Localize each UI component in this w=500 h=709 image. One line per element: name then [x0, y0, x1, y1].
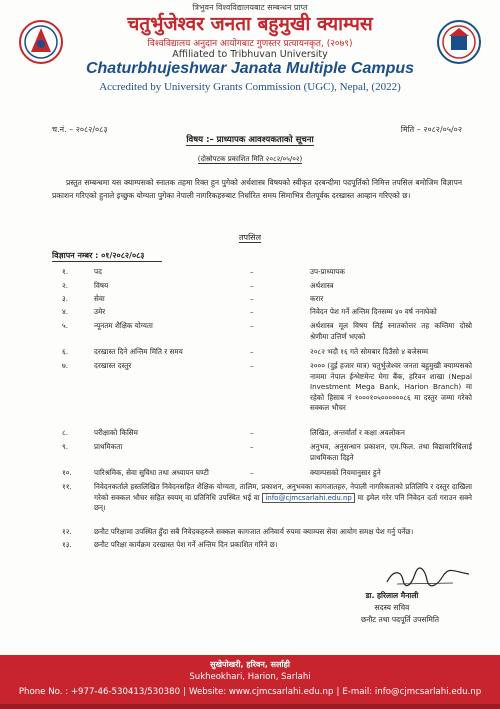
instruction-text-block: [94, 482, 472, 514]
detail-dash: –: [250, 307, 254, 316]
detail-label: उमेर: [94, 307, 106, 316]
accreditation-line-np: विश्वविद्यालय अनुदान आयोगबाट गुणस्तर प्रत्यायनकृत, (२०७९): [147, 39, 353, 49]
detail-value: क्याम्पसको नियमानुसार हुने: [310, 468, 381, 477]
footer-email[interactable]: E-mail: info@cjmcsarlahi.edu.np: [342, 687, 482, 697]
instruction-text-block: [94, 527, 472, 538]
detail-label: न्यूनतम शैक्षिक योग्यता: [94, 321, 153, 330]
detail-dash: –: [250, 442, 254, 451]
detail-dash: –: [250, 428, 254, 437]
detail-number: ७.: [62, 361, 69, 370]
details-heading-text: तपसिल: [238, 233, 261, 242]
instruction-text-block: [94, 540, 472, 551]
detail-value: लिखित, अन्तर्वार्ता र कक्षा अवलोकन: [310, 428, 405, 437]
application-email-link[interactable]: info@cjmcsarlahi.edu.np: [262, 493, 355, 503]
intro-paragraph: प्रस्तुत सम्बन्धमा यस क्याम्पसको स्नातक तहमा रिक्त हुन पुगेको अर्थशास्त्र विषयको स्वीकृत दरबन्दीमा पदपूर्तिको निमित्त तपसिल बमोजिम विज्ञापन प्रकाशन गरिएको हुनाले इच्छुक योग्यता पुगेका नेपाली नागरिकहरुबाट निर्धारित समय सिमाभित्र रीतपूर्वक दरखास्त आव्हान गरिएको छ।: [52, 178, 462, 200]
instruction-text: निवेदनकर्ताले हस्तलिखित निवेदनसहित शैक्षिक योग्यता, तालिम, प्रकाशन, अनुभवका कागजातहरु, नेपाली नागरिकताको प्रतिलिपि र दस्तुर दाखिला गरेको सक्कल भौचर सहित स्वयम् वा प्रतिनिधि उपस्थित भई वा: [94, 482, 472, 502]
detail-value: अर्थशास्त्र: [310, 281, 334, 290]
signature-image: [383, 566, 473, 590]
reference-number: च.नं. – २०८२/०८३: [52, 125, 108, 134]
footer-address-en: Sukheokhari, Harion, Sarlahi: [189, 672, 311, 682]
detail-number: ३.: [62, 294, 69, 303]
letterhead: [0, 0, 500, 105]
detail-label: सेवा: [94, 294, 105, 303]
detail-number: १.: [62, 267, 69, 276]
detail-dash: –: [250, 267, 254, 276]
detail-value: उप-प्राध्यापक: [310, 267, 345, 276]
detail-number: ६.: [62, 347, 69, 356]
footer-stripe: [0, 704, 500, 709]
footer-separator: |: [183, 687, 186, 697]
instruction-text: छनौट परिक्षामा उपस्थित हुँदा सबै निवेदकहरुले सक्कल कागजात अनिवार्य रुपमा क्याम्पस सेवा आयोग समक्ष पेश गर्नु पर्नेछ।: [94, 527, 414, 536]
affiliation-line-np: त्रिभुवन विश्वविद्यालयबाट सम्बन्धन प्राप्त: [192, 3, 308, 12]
republish-note: [0, 155, 500, 164]
campus-name-np: चतुर्भुजेश्वर जनता बहुमुखी क्याम्पस: [127, 13, 373, 35]
detail-label: परीक्षाको किसिम: [94, 428, 138, 437]
instruction-text: छनौट परिक्षा कार्यक्रम दरखास्त पेश गर्ने अन्तिम दिन प्रकाशित गरिने छ।: [94, 540, 278, 549]
detail-label: पद: [94, 267, 102, 276]
detail-dash: –: [250, 294, 254, 303]
detail-value: निवेदन पेश गर्ने अन्तिम दिनसम्म ४० वर्ष ननाघेको: [310, 307, 437, 316]
detail-value: करार: [310, 294, 324, 303]
accreditation-line-en: Accredited by University Grants Commission (UGC), Nepal, (2022): [99, 81, 401, 93]
detail-value: अर्थशास्त्र मूल विषय लिई स्नातकोत्तर तह कम्तिमा दोस्रो श्रेणीमा उत्तिर्ण भएको: [310, 321, 472, 341]
detail-label: दरखास्त दस्तुर: [94, 361, 132, 370]
footer-separator: |: [336, 687, 340, 697]
footer-phone: Phone No. : +977-46-530413/530380: [18, 687, 181, 697]
detail-dash: –: [250, 468, 254, 477]
detail-value: २००० (दुई हजार मात्र) चतुर्भुजेश्वर जनता बहुमुखी क्याम्पसको नाममा नेपाल ईन्भेष्टमेन्ट मेगा बैंक, हरिवन शाखा (Nepal Investment Mega Bank, Harion Branch) मा रहेको हिसाब नं १०००१०५००००००८६ मा दस्तुर जम्मा गरेको सक्कल भौचर: [310, 361, 472, 412]
footer-address-np: सुखेपोखरी, हरिवन, सर्लाही: [210, 660, 290, 669]
affiliation-line-en: Affiliated to Tribhuvan University: [172, 49, 328, 60]
detail-number: २.: [62, 281, 69, 290]
footer: [0, 655, 500, 709]
detail-label: पारिश्रमिक, सेवा सुविधा तथा अध्यापन घण्टी: [94, 468, 209, 477]
detail-value: अनुभव, अनुसन्धान प्रकाशन, एम.फिल. तथा विद्यावारिधिलाई प्राथमिकता दिइने: [310, 442, 472, 462]
republish-note-text: (दोस्रोपटक प्रकाशित मिति २०८२/०५/०२): [197, 155, 303, 163]
footer-contacts: [0, 687, 500, 697]
detail-number: ४.: [62, 307, 69, 316]
detail-dash: –: [250, 347, 254, 356]
notice-date: मिति – २०८२/०५/०२: [400, 125, 462, 134]
detail-number: ८.: [62, 428, 69, 437]
detail-number: ५.: [62, 321, 69, 330]
signer-name: डा. हरिलाल मैनाली: [365, 591, 419, 600]
signer-committee: छनौट तथा पदपूर्ति उपसमिति: [360, 615, 440, 624]
subject-text: विषय :– प्राध्यापक आवश्यकताको सूचना: [186, 135, 314, 145]
detail-label: विषय: [94, 281, 109, 290]
instruction-text-continued: मा इमेल गरेर पनि निवेदन दर्ता गराउन सक्ने छन्।: [94, 492, 472, 512]
details-heading: [0, 232, 500, 243]
detail-value: २०८२ भदौ १६ गते सोमबार दिउँसो ४ बजेसम्म: [310, 347, 429, 356]
subject-line: [0, 134, 500, 145]
footer-website[interactable]: Website: www.cjmcsarlahi.edu.np: [188, 687, 334, 697]
instruction-number: १२.: [62, 527, 72, 536]
detail-number: १०.: [62, 468, 72, 477]
advertisement-number: विज्ञापन नम्बर : ०१/२०८२/०८३: [52, 250, 162, 262]
detail-label: प्राथमिकता: [94, 442, 123, 451]
instruction-number: १३.: [62, 540, 72, 549]
instruction-number: ११.: [62, 482, 72, 491]
detail-dash: –: [250, 281, 254, 290]
detail-number: ९.: [62, 442, 69, 451]
detail-dash: –: [250, 361, 254, 370]
signer-role: सदस्य सचिव: [374, 603, 410, 612]
detail-label: दरखास्त दिने अन्तिम मिति र समय: [94, 347, 183, 356]
campus-name-en: Chaturbhujeshwar Janata Multiple Campus: [85, 60, 415, 77]
detail-dash: –: [250, 321, 254, 330]
